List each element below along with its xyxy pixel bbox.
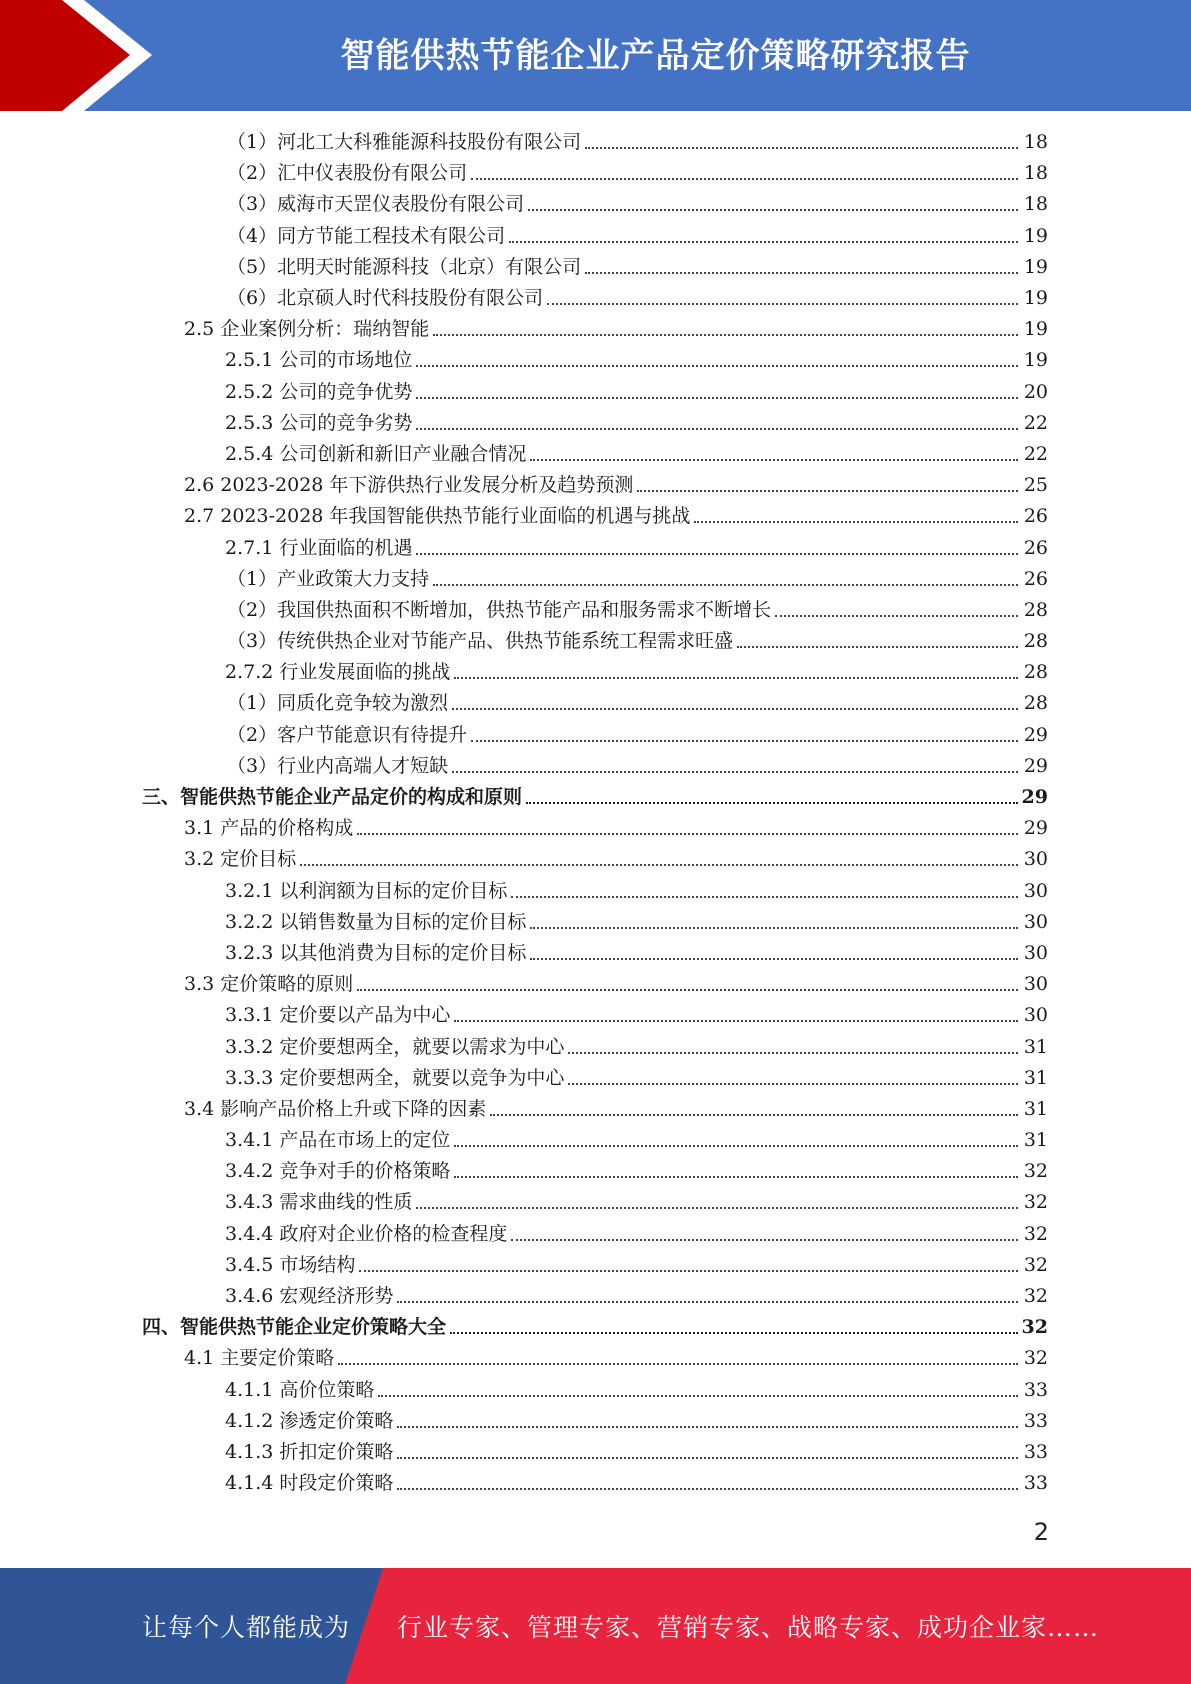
toc-entry[interactable] [225, 1406, 1048, 1437]
toc-entry-page: 19 [1023, 318, 1048, 341]
toc-entry-page: 19 [1023, 349, 1048, 372]
toc-entry-page: 20 [1023, 380, 1048, 403]
toc-entry-title: 3.4.6 宏观经济形势 [225, 1285, 394, 1308]
toc-entry-title: 2.5.3 公司的竞争劣势 [225, 411, 413, 434]
toc-dot-leader [509, 240, 1018, 243]
toc-dot-leader [357, 832, 1018, 835]
toc-entry-page: 18 [1023, 162, 1048, 185]
toc-dot-leader [397, 1425, 1018, 1428]
toc-entry-title: 4.1.3 折扣定价策略 [225, 1440, 394, 1463]
toc-entry-page: 19 [1023, 255, 1048, 278]
toc-dot-leader [547, 302, 1018, 305]
toc-dot-leader [416, 552, 1018, 555]
toc-entry-page: 33 [1023, 1409, 1048, 1432]
toc-dot-leader [530, 458, 1018, 461]
toc-dot-leader [416, 396, 1018, 399]
toc-entry-page: 32 [1023, 1285, 1048, 1308]
toc-entry[interactable] [225, 1219, 1048, 1250]
toc-entry-title: 3.1 产品的价格构成 [184, 817, 354, 840]
toc-entry[interactable] [142, 782, 1048, 813]
toc-entry-title: 3.3 定价策略的原则 [184, 973, 354, 996]
toc-dot-leader [530, 957, 1018, 960]
toc-entry-title: 3.4.1 产品在市场上的定位 [225, 1129, 451, 1152]
toc-entry-title: 2.6 2023-2028 年下游供热行业发展分析及趋势预测 [184, 474, 634, 497]
toc-entry-page: 32 [1023, 1347, 1048, 1370]
toc-entry[interactable] [227, 595, 1048, 626]
toc-entry-page: 32 [1023, 1222, 1048, 1245]
toc-entry-page: 30 [1023, 879, 1048, 902]
toc-dot-leader [526, 801, 1018, 804]
toc-dot-leader [452, 770, 1018, 773]
toc-dot-leader [397, 1300, 1018, 1303]
toc-entry-title: （6）北京硕人时代科技股份有限公司 [227, 287, 544, 310]
toc-entry[interactable] [225, 1000, 1048, 1031]
toc-entry-page: 18 [1023, 131, 1048, 154]
toc-entry[interactable] [225, 1281, 1048, 1312]
toc-dot-leader [737, 645, 1018, 648]
toc-dot-leader [378, 1394, 1018, 1397]
toc-entry[interactable] [225, 1250, 1048, 1281]
toc-entry[interactable] [225, 408, 1048, 439]
toc-entry-page: 26 [1023, 567, 1048, 590]
toc-entry[interactable] [227, 189, 1048, 220]
toc-dot-leader [530, 926, 1018, 929]
toc-entry[interactable] [184, 501, 1048, 532]
toc-dot-leader [300, 863, 1018, 866]
toc-entry-page: 28 [1023, 661, 1048, 684]
report-title: 智能供热节能企业产品定价策略研究报告 [340, 35, 971, 76]
toc-entry-page: 31 [1023, 1066, 1048, 1089]
toc-entry-page: 26 [1023, 536, 1048, 559]
toc-entry[interactable] [227, 283, 1048, 314]
toc-dot-leader [433, 333, 1018, 336]
page-footer [0, 1568, 1191, 1684]
toc-entry[interactable] [184, 813, 1048, 844]
toc-dot-leader [416, 427, 1018, 430]
toc-dot-leader [775, 614, 1018, 617]
toc-entry[interactable] [227, 751, 1048, 782]
toc-entry[interactable] [227, 158, 1048, 189]
toc-entry-page: 32 [1023, 1253, 1048, 1276]
toc-entry[interactable] [225, 1375, 1048, 1406]
toc-entry[interactable] [184, 844, 1048, 875]
toc-entry-page: 30 [1023, 910, 1048, 933]
toc-entry-page: 29 [1021, 786, 1048, 809]
toc-entry[interactable] [225, 532, 1048, 563]
toc-entry[interactable] [225, 876, 1048, 907]
toc-entry[interactable] [184, 470, 1048, 501]
toc-entry-page: 29 [1023, 723, 1048, 746]
toc-entry[interactable] [184, 314, 1048, 345]
toc-entry-title: 3.3.2 定价要想两全，就要以需求为中心 [225, 1035, 565, 1058]
toc-entry-title: （3）传统供热企业对节能产品、供热节能系统工程需求旺盛 [227, 630, 734, 653]
toc-entry[interactable] [227, 688, 1048, 719]
toc-dot-leader [454, 1144, 1018, 1147]
toc-entry-title: 4.1.1 高价位策略 [225, 1378, 375, 1401]
toc-entry-title: （2）我国供热面积不断增加，供热节能产品和服务需求不断增长 [227, 598, 772, 621]
toc-dot-leader [454, 1175, 1018, 1178]
toc-entry[interactable] [227, 720, 1048, 751]
toc-dot-leader [528, 208, 1018, 211]
toc-dot-leader [490, 1113, 1018, 1116]
toc-dot-leader [397, 1487, 1018, 1490]
toc-entry-title: （2）客户节能意识有待提升 [227, 723, 468, 746]
toc-entry[interactable] [225, 1468, 1048, 1499]
toc-entry-page: 33 [1023, 1440, 1048, 1463]
toc-entry-title: 3.2.3 以其他消费为目标的定价目标 [225, 941, 527, 964]
toc-dot-leader [585, 146, 1018, 149]
toc-entry-page: 30 [1023, 941, 1048, 964]
toc-entry-page: 29 [1023, 754, 1048, 777]
toc-entry-page: 28 [1023, 598, 1048, 621]
toc-entry-title: 2.7 2023-2028 年我国智能供热节能行业面临的机遇与挑战 [184, 505, 691, 528]
toc-entry-page: 30 [1023, 973, 1048, 996]
toc-entry-title: 3.2.1 以利润额为目标的定价目标 [225, 879, 508, 902]
toc-dot-leader [359, 1269, 1018, 1272]
toc-dot-leader [511, 1238, 1018, 1241]
toc-entry[interactable] [227, 127, 1048, 158]
toc-entry[interactable] [225, 1063, 1048, 1094]
toc-entry-title: （1）河北工大科雅能源科技股份有限公司 [227, 131, 582, 154]
toc-entry[interactable] [227, 564, 1048, 595]
toc-entry-page: 22 [1023, 411, 1048, 434]
toc-entry-page: 18 [1023, 193, 1048, 216]
toc-entry-page: 32 [1023, 1191, 1048, 1214]
toc-entry[interactable] [184, 1094, 1048, 1125]
toc-dot-leader [397, 1456, 1018, 1459]
toc-entry-title: 3.4.5 市场结构 [225, 1253, 356, 1276]
toc-entry-page: 28 [1023, 630, 1048, 653]
page-header [0, 0, 1191, 111]
toc-entry-title: 3.2.2 以销售数量为目标的定价目标 [225, 910, 527, 933]
toc-entry-title: （1）产业政策大力支持 [227, 567, 430, 590]
toc-entry-title: （5）北明天时能源科技（北京）有限公司 [227, 255, 582, 278]
toc-entry-title: 2.5 企业案例分析：瑞纳智能 [184, 318, 430, 341]
toc-entry-page: 32 [1023, 1160, 1048, 1183]
toc-entry-title: （1）同质化竞争较为激烈 [227, 692, 449, 715]
toc-dot-leader [433, 583, 1018, 586]
toc-entry[interactable] [225, 345, 1048, 376]
toc-entry[interactable] [225, 439, 1048, 470]
toc-entry[interactable] [227, 221, 1048, 252]
footer-slogan-left: 让每个人都能成为 [142, 1613, 351, 1642]
toc-entry-title: 2.5.2 公司的竞争优势 [225, 380, 413, 403]
toc-entry-page: 30 [1023, 848, 1048, 871]
toc-entry[interactable] [225, 938, 1048, 969]
toc-dot-leader [357, 988, 1018, 991]
toc-entry-title: （4）同方节能工程技术有限公司 [227, 224, 506, 247]
toc-entry-title: 3.3.3 定价要想两全，就要以竞争为中心 [225, 1066, 565, 1089]
toc-dot-leader [471, 177, 1018, 180]
toc-entry-page: 30 [1023, 1004, 1048, 1027]
toc-entry-title: 3.4.2 竞争对手的价格策略 [225, 1160, 451, 1183]
toc-dot-leader [471, 739, 1018, 742]
toc-dot-leader [637, 489, 1018, 492]
toc-dot-leader [694, 520, 1018, 523]
toc-entry-title: 3.2 定价目标 [184, 848, 297, 871]
toc-entry[interactable] [225, 377, 1048, 408]
toc-entry-page: 29 [1023, 817, 1048, 840]
toc-dot-leader [416, 364, 1018, 367]
toc-entry-title: 2.7.2 行业发展面临的挑战 [225, 661, 451, 684]
toc-dot-leader [511, 895, 1018, 898]
toc-entry[interactable] [227, 626, 1048, 657]
toc-entry-page: 19 [1023, 224, 1048, 247]
toc-entry[interactable] [225, 1187, 1048, 1218]
toc-entry-title: （3）行业内高端人才短缺 [227, 754, 449, 777]
toc-entry-title: （3）威海市天罡仪表股份有限公司 [227, 193, 525, 216]
toc-dot-leader [416, 1206, 1018, 1209]
toc-dot-leader [450, 1331, 1018, 1334]
toc-entry-page: 31 [1023, 1129, 1048, 1152]
toc-entry-page: 19 [1023, 287, 1048, 310]
toc-entry-title: 3.4 影响产品价格上升或下降的因素 [184, 1097, 487, 1120]
table-of-contents [0, 127, 1191, 1499]
toc-entry[interactable] [227, 252, 1048, 283]
page-number: 2 [1033, 1518, 1049, 1546]
toc-dot-leader [585, 271, 1018, 274]
toc-entry-title: 四、智能供热节能企业定价策略大全 [142, 1316, 447, 1339]
toc-entry[interactable] [225, 1125, 1048, 1156]
toc-entry-title: 3.4.3 需求曲线的性质 [225, 1191, 413, 1214]
toc-entry[interactable] [225, 907, 1048, 938]
toc-entry-page: 31 [1023, 1035, 1048, 1058]
toc-entry-page: 22 [1023, 442, 1048, 465]
toc-entry-page: 32 [1021, 1316, 1048, 1339]
footer-slogan-right: 行业专家、管理专家、营销专家、战略专家、成功企业家…… [397, 1613, 1100, 1642]
toc-entry[interactable] [184, 969, 1048, 1000]
toc-dot-leader [568, 1082, 1018, 1085]
toc-entry-title: 三、智能供热节能企业产品定价的构成和原则 [142, 786, 523, 809]
toc-dot-leader [452, 707, 1018, 710]
toc-entry-page: 33 [1023, 1378, 1048, 1401]
toc-entry-title: （2）汇中仪表股份有限公司 [227, 162, 468, 185]
toc-entry[interactable] [225, 1437, 1048, 1468]
toc-entry-title: 4.1.2 渗透定价策略 [225, 1409, 394, 1432]
toc-entry-title: 3.3.1 定价要以产品为中心 [225, 1004, 451, 1027]
toc-entry[interactable] [225, 1156, 1048, 1187]
toc-entry-title: 4.1 主要定价策略 [184, 1347, 335, 1370]
toc-entry[interactable] [184, 1343, 1048, 1374]
toc-entry-title: 2.5.1 公司的市场地位 [225, 349, 413, 372]
toc-entry[interactable] [142, 1312, 1048, 1343]
toc-dot-leader [454, 676, 1018, 679]
toc-dot-leader [568, 1051, 1018, 1054]
toc-dot-leader [454, 1019, 1018, 1022]
toc-entry-page: 31 [1023, 1097, 1048, 1120]
toc-entry-title: 2.5.4 公司创新和新旧产业融合情况 [225, 442, 527, 465]
toc-entry-page: 33 [1023, 1472, 1048, 1495]
toc-entry-title: 3.4.4 政府对企业价格的检查程度 [225, 1222, 508, 1245]
toc-entry-title: 2.7.1 行业面临的机遇 [225, 536, 413, 559]
toc-entry[interactable] [225, 657, 1048, 688]
toc-entry-page: 28 [1023, 692, 1048, 715]
toc-dot-leader [338, 1362, 1018, 1365]
toc-entry-page: 25 [1023, 474, 1048, 497]
toc-entry[interactable] [225, 1031, 1048, 1062]
toc-entry-title: 4.1.4 时段定价策略 [225, 1472, 394, 1495]
toc-entry-page: 26 [1023, 505, 1048, 528]
